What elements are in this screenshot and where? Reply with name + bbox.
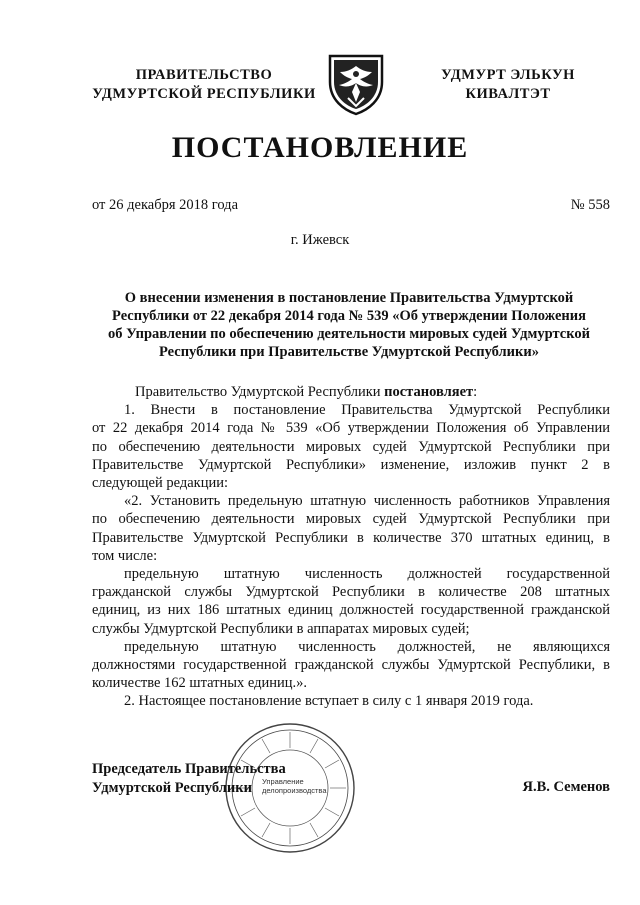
subject-line: Республики от 22 декабря 2014 года № 539 «Об утверждении Положения	[112, 308, 586, 324]
document-title: ПОСТАНОВЛЕНИЕ	[171, 131, 469, 164]
subject-line: Республики при Правительстве Удмуртской Республики»	[158, 344, 539, 360]
body-line: «2. Установить предельную штатную численность работников Управления	[124, 493, 610, 510]
body-line: Правительстве Удмуртской Республики» изменение, изложив пункт 2 в	[92, 456, 610, 473]
header-right-line1: УДМУРТ ЭЛЬКУН	[441, 67, 575, 83]
header-left	[88, 66, 320, 104]
body-intro: Правительство Удмуртской Республики постановляет:	[135, 384, 478, 400]
header-left-line2: УДМУРТСКОЙ РЕСПУБЛИКИ	[92, 86, 316, 102]
body-line: Правительстве Удмуртской Республики в количестве 370 штатных единиц, в	[92, 529, 610, 546]
document-body	[92, 383, 610, 711]
body-line: от 22 декабря 2014 года № 539 «Об утверждении Положения об Управлении	[92, 420, 610, 437]
subject-line: об Управлении по обеспечению деятельности мировых судей Удмуртской	[108, 326, 590, 342]
document-city: г. Ижевск	[290, 232, 350, 248]
signature-name: Я.В. Семенов	[522, 779, 610, 795]
body-line: количестве 162 штатных единиц.».	[92, 675, 308, 692]
body-line: гражданской службы Удмуртской Республики в количестве 208 штатных	[92, 584, 610, 601]
document-number: № 558	[570, 197, 610, 213]
body-line: следующей редакции:	[92, 475, 229, 492]
coat-of-arms-icon	[324, 52, 388, 116]
header-right-line2: КИВАЛТЭТ	[465, 86, 551, 102]
seal-text: Управление делопроизводства	[262, 777, 327, 795]
header-left-line1: ПРАВИТЕЛЬСТВО	[135, 67, 273, 83]
body-line: должностями государственной гражданской службы Удмуртской Республики, в	[92, 657, 610, 674]
body-line: предельную штатную численность должностей, не являющихся	[124, 638, 610, 655]
signature-position-line2: Удмуртской Республики	[92, 780, 252, 796]
body-intro-keyword: постановляет	[384, 384, 474, 400]
body-line: службы Удмуртской Республики в аппаратах мировых судей;	[92, 620, 470, 637]
body-line: том числе:	[92, 547, 158, 564]
body-line: 2. Настоящее постановление вступает в силу с 1 января 2019 года.	[124, 693, 534, 710]
subject-line: О внесении изменения в постановление Правительства Удмуртской	[124, 290, 574, 306]
body-line: по обеспечению деятельности мировых судей Удмуртской Республики при	[92, 438, 610, 455]
body-line: предельную штатную численность должностей государственной	[124, 566, 610, 583]
document-date: от 26 декабря 2018 года	[92, 197, 238, 213]
body-line: по обеспечению деятельности мировых судей Удмуртской Республики при	[92, 511, 610, 528]
body-line: 1. Внести в постановление Правительства Удмуртской Республики	[124, 402, 610, 419]
body-line: единиц, из них 186 штатных единиц должностей государственной гражданской	[92, 602, 610, 619]
document-subject	[98, 289, 600, 361]
header-right	[415, 66, 601, 104]
signature-position	[92, 760, 286, 798]
signature-position-line1: Председатель Правительства	[92, 761, 286, 777]
